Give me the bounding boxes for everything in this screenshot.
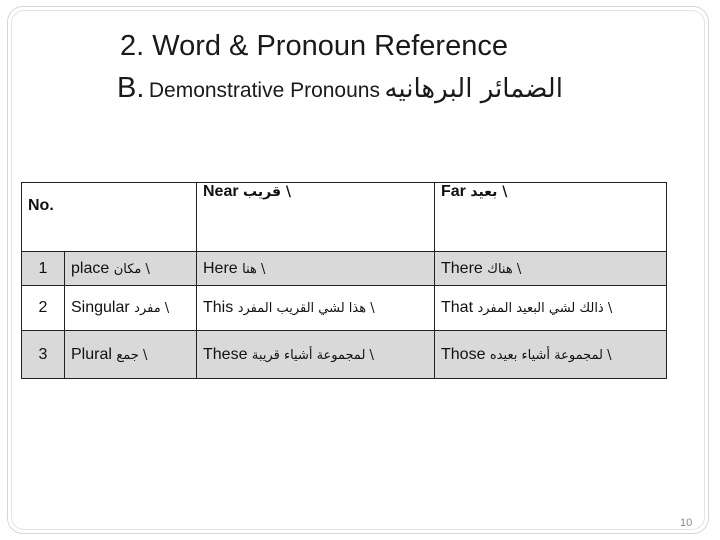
header-far-en: Far: [441, 183, 466, 200]
near-en: These: [203, 345, 248, 363]
far-en: That: [441, 299, 474, 316]
row-label-ar: \ مفرد: [134, 301, 170, 316]
far-cell: [435, 286, 667, 331]
near-cell: [197, 331, 435, 379]
row-label-en: place: [71, 259, 110, 277]
header-far-ar: \ بعيد: [470, 184, 508, 200]
subtitle-text: Demonstrative Pronouns: [148, 79, 380, 102]
near-ar: \ هنا: [242, 261, 266, 277]
far-ar: \ هناك: [487, 261, 522, 277]
table-row: [22, 286, 667, 331]
row-number: 3: [22, 331, 65, 379]
row-label-cell: [65, 252, 197, 286]
header-near-ar: \ قريب: [243, 184, 291, 200]
header-near-cell: [197, 183, 435, 252]
far-en: There: [441, 259, 483, 277]
row-label-cell: [65, 331, 197, 379]
table-row: [22, 252, 667, 286]
slide-title: 2. Word & Pronoun Reference: [120, 30, 508, 62]
slide-subtitle: [117, 72, 563, 105]
near-en: This: [203, 299, 234, 316]
header-near-en: Near: [203, 183, 239, 200]
header-no: No.: [28, 197, 54, 214]
row-number: 2: [22, 286, 65, 331]
near-ar: \ هذا لشي القريب المفرد: [237, 301, 375, 316]
near-en: Here: [203, 259, 238, 277]
subtitle-arabic: الضمائر البرهانيه: [384, 74, 563, 104]
near-ar: \ لمجموعة أشياء قريبة: [251, 347, 374, 363]
row-label-en: Singular: [71, 299, 130, 316]
far-ar: \ لمجموعة أشياء بعيده: [489, 347, 612, 363]
table-row: [22, 331, 667, 379]
far-cell: [435, 252, 667, 286]
header-far-cell: [435, 183, 667, 252]
far-ar: \ ذالك لشي البعيد المفرد: [477, 301, 613, 316]
far-en: Those: [441, 345, 486, 363]
page-number: 10: [680, 517, 693, 529]
far-cell: [435, 331, 667, 379]
near-cell: [197, 286, 435, 331]
row-label-en: Plural: [71, 345, 112, 363]
row-number: 1: [22, 252, 65, 286]
demonstrative-pronouns-table: [21, 182, 667, 379]
row-label-cell: [65, 286, 197, 331]
near-cell: [197, 252, 435, 286]
row-label-ar: \ جمع: [116, 347, 148, 363]
table-header-row: [22, 183, 667, 252]
header-no-cell: [22, 183, 197, 252]
subtitle-prefix: B.: [117, 72, 145, 104]
row-label-ar: \ مكان: [113, 261, 150, 277]
